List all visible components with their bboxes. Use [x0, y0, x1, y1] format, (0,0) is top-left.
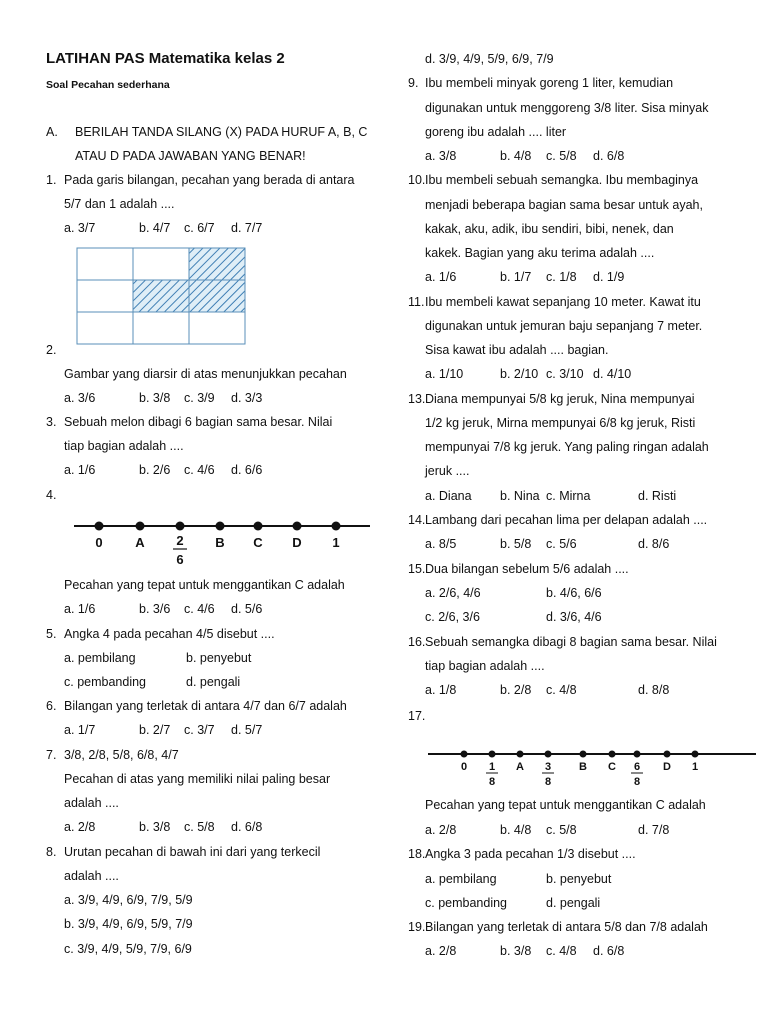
q1-options: [64, 220, 364, 236]
q15-option-d[interactable]: d. 3/6, 4/6: [546, 610, 602, 624]
q17-point: [580, 751, 587, 758]
q1-number: 1.: [46, 173, 57, 187]
q10-text-line2: menjadi beberapa bagian sama besar untuk ayah,: [425, 198, 703, 212]
q1-text-line1: Pada garis bilangan, pecahan yang berada di antara: [64, 173, 355, 187]
q4-number-line-figure: [74, 512, 374, 570]
q11-text-line3: Sisa kawat ibu adalah .... bagian.: [425, 343, 609, 357]
q15-option-a[interactable]: a. 2/6, 4/6: [425, 586, 481, 600]
q16-option-a[interactable]: a. 1/8: [425, 683, 457, 697]
q14-options: [425, 536, 745, 552]
q1-option-c[interactable]: c. 6/7: [184, 221, 215, 235]
q11-option-a[interactable]: a. 1/10: [425, 367, 464, 381]
q4-frac-numerator: 2: [176, 533, 184, 548]
q5-options-row1: [64, 650, 364, 666]
q4-options: [64, 601, 364, 617]
q8-option-a[interactable]: a. 3/9, 4/9, 6/9, 7/9, 5/9: [64, 893, 193, 907]
q17-frac1-numerator: 1: [488, 761, 496, 773]
q9-option-b[interactable]: b. 4/8: [500, 149, 532, 163]
q13-option-a[interactable]: a. Diana: [425, 489, 472, 503]
q4-point: [216, 522, 225, 531]
q13-options: [425, 488, 745, 504]
q9-text-line2: digunakan untuk menggoreng 3/8 liter. Sisa minyak: [425, 101, 709, 115]
q3-number: 3.: [46, 415, 57, 429]
q8-option-c[interactable]: c. 3/9, 4/9, 5/9, 7/9, 6/9: [64, 942, 192, 956]
q7-text-line3: adalah ....: [64, 796, 119, 810]
q15-option-c[interactable]: c. 2/6, 3/6: [425, 610, 480, 624]
q13-text-line2: 1/2 kg jeruk, Mirna mempunyai 6/8 kg jeruk, Risti: [425, 416, 696, 430]
q17-label-c: C: [608, 761, 616, 773]
q11-text-line2: digunakan untuk jemuran baju sepanjang 7 meter.: [425, 319, 703, 333]
q2-options: [64, 390, 364, 406]
q4-label-c: C: [253, 535, 263, 550]
q4-label-b: B: [215, 535, 225, 550]
q19-number: 19.: [408, 920, 426, 934]
section-a-line2: ATAU D PADA JAWABAN YANG BENAR!: [75, 149, 306, 163]
q4-frac-denominator: 6: [176, 552, 184, 567]
q17-label-d: D: [663, 761, 671, 773]
q7-option-d[interactable]: d. 6/8: [231, 820, 263, 834]
q3-option-d[interactable]: d. 6/6: [231, 463, 263, 477]
q3-options: [64, 462, 364, 478]
q2-shaded-cell: [133, 280, 189, 312]
q11-options: [425, 366, 745, 382]
section-a-marker: A.: [46, 125, 58, 139]
q18-option-a[interactable]: a. pembilang: [425, 872, 497, 886]
q18-options-row1: [425, 871, 745, 887]
q2-shaded-cell: [189, 280, 245, 312]
q17-option-d[interactable]: d. 7/8: [638, 823, 670, 837]
q7-option-b[interactable]: b. 3/8: [139, 820, 171, 834]
q17-text-line1: Pecahan yang tepat untuk menggantikan C adalah: [425, 798, 706, 812]
q7-option-a[interactable]: a. 2/8: [64, 820, 96, 834]
q7-options: [64, 819, 364, 835]
q2-option-c[interactable]: c. 3/9: [184, 391, 215, 405]
q18-option-b[interactable]: b. penyebut: [546, 872, 612, 886]
q14-option-c[interactable]: c. 5/6: [546, 537, 577, 551]
q5-option-d[interactable]: d. pengali: [186, 675, 241, 689]
q9-text-line3: goreng ibu adalah .... liter: [425, 125, 567, 139]
q4-label-a: A: [135, 535, 145, 550]
q14-option-a[interactable]: a. 8/5: [425, 537, 457, 551]
q2-option-d[interactable]: d. 3/3: [231, 391, 263, 405]
q8-option-b[interactable]: b. 3/9, 4/9, 6/9, 5/9, 7/9: [64, 917, 193, 931]
q6-number: 6.: [46, 699, 57, 713]
q1-text-line2: 5/7 dan 1 adalah ....: [64, 197, 175, 211]
q17-point: [545, 751, 552, 758]
q3-option-c[interactable]: c. 4/6: [184, 463, 215, 477]
q9-options: [425, 148, 745, 164]
q4-label-0: 0: [95, 535, 103, 550]
q17-label-a: A: [516, 761, 524, 773]
q16-option-c[interactable]: c. 4/8: [546, 683, 577, 697]
q17-point: [489, 751, 496, 758]
q17-options: [425, 822, 745, 838]
q15-option-b[interactable]: b. 4/6, 6/6: [546, 586, 602, 600]
q17-frac3-denominator: 8: [633, 776, 641, 788]
q6-option-a[interactable]: a. 1/7: [64, 723, 96, 737]
q17-option-c[interactable]: c. 5/8: [546, 823, 577, 837]
q6-options: [64, 722, 364, 738]
q19-option-c[interactable]: c. 4/8: [546, 944, 577, 958]
q5-number: 5.: [46, 627, 57, 641]
q17-point: [634, 751, 641, 758]
q7-number: 7.: [46, 748, 57, 762]
q17-label-0: 0: [460, 761, 468, 773]
q17-frac3-numerator: 6: [633, 761, 641, 773]
q17-option-a[interactable]: a. 2/8: [425, 823, 457, 837]
q13-number: 13.: [408, 392, 426, 406]
q3-option-a[interactable]: a. 1/6: [64, 463, 96, 477]
q10-options: [425, 269, 745, 285]
q14-option-b[interactable]: b. 5/8: [500, 537, 532, 551]
q4-option-b[interactable]: b. 3/6: [139, 602, 171, 616]
q6-option-d[interactable]: d. 5/7: [231, 723, 263, 737]
q4-point: [332, 522, 341, 531]
q5-option-b[interactable]: b. penyebut: [186, 651, 252, 665]
q19-options: [425, 943, 745, 959]
page-title: LATIHAN PAS Matematika kelas 2: [46, 50, 285, 67]
q4-text-line1: Pecahan yang tepat untuk menggantikan C adalah: [64, 578, 345, 592]
q1-option-d[interactable]: d. 7/7: [231, 221, 263, 235]
q15-options-row1: [425, 585, 745, 601]
q17-number-line-figure: [428, 742, 758, 790]
q16-text-line1: Sebuah semangka dibagi 8 bagian sama besar. Nilai: [425, 635, 717, 649]
q6-option-c[interactable]: c. 3/7: [184, 723, 215, 737]
q4-number: 4.: [46, 488, 57, 502]
q9-option-c[interactable]: c. 5/8: [546, 149, 577, 163]
q17-label-b: B: [579, 761, 587, 773]
q10-option-c[interactable]: c. 1/8: [546, 270, 577, 284]
q6-text-line1: Bilangan yang terletak di antara 4/7 dan 6/7 adalah: [64, 699, 347, 713]
q9-text-line1: Ibu membeli minyak goreng 1 liter, kemudian: [425, 76, 674, 90]
q13-option-d[interactable]: d. Risti: [638, 489, 677, 503]
q17-frac2-denominator: 8: [544, 776, 552, 788]
q15-text-line1: Dua bilangan sebelum 5/6 adalah ....: [425, 562, 629, 576]
q8-text-line2: adalah ....: [64, 869, 119, 883]
q8-number: 8.: [46, 845, 57, 859]
q10-text-line3: kakak, aku, adik, ibu sendiri, bibi, nenek, dan: [425, 222, 674, 236]
q17-point: [692, 751, 699, 758]
q19-text-line1: Bilangan yang terletak di antara 5/8 dan 7/8 adalah: [425, 920, 708, 934]
q4-option-c[interactable]: c. 4/6: [184, 602, 215, 616]
q4-point: [254, 522, 263, 531]
q16-number: 16.: [408, 635, 426, 649]
q5-text-line1: Angka 4 pada pecahan 4/5 disebut ....: [64, 627, 275, 641]
q1-option-b[interactable]: b. 4/7: [139, 221, 171, 235]
q10-text-line1: Ibu membeli sebuah semangka. Ibu membaginya: [425, 173, 699, 187]
q4-point: [176, 522, 185, 531]
q17-point: [461, 751, 468, 758]
q18-option-c[interactable]: c. pembanding: [425, 896, 508, 910]
q18-number: 18.: [408, 847, 426, 861]
q10-option-a[interactable]: a. 1/6: [425, 270, 457, 284]
q6-option-b[interactable]: b. 2/7: [139, 723, 171, 737]
q17-point: [517, 751, 524, 758]
section-a-line1: BERILAH TANDA SILANG (X) PADA HURUF A, B, C: [75, 125, 368, 139]
q4-label-1: 1: [332, 535, 340, 550]
q14-number: 14.: [408, 513, 426, 527]
q19-option-d[interactable]: d. 6/8: [593, 944, 625, 958]
q17-number: 17.: [408, 709, 426, 723]
q8-option-d[interactable]: d. 3/9, 4/9, 5/9, 6/9, 7/9: [425, 52, 554, 66]
q13-text-line4: jeruk ....: [425, 464, 470, 478]
q14-option-d[interactable]: d. 8/6: [638, 537, 670, 551]
q13-text-line1: Diana mempunyai 5/8 kg jeruk, Nina mempunyai: [425, 392, 695, 406]
q4-point: [293, 522, 302, 531]
q18-text-line1: Angka 3 pada pecahan 1/3 disebut ....: [425, 847, 636, 861]
q8-text-line1: Urutan pecahan di bawah ini dari yang terkecil: [64, 845, 321, 859]
q10-option-b[interactable]: b. 1/7: [500, 270, 532, 284]
q17-frac1-denominator: 8: [488, 776, 496, 788]
q3-text-line2: tiap bagian adalah ....: [64, 439, 184, 453]
q5-option-a[interactable]: a. pembilang: [64, 651, 136, 665]
q4-point: [95, 522, 104, 531]
q10-number: 10.: [408, 173, 426, 187]
q4-label-d: D: [292, 535, 302, 550]
q9-option-d[interactable]: d. 6/8: [593, 149, 625, 163]
q13-option-c[interactable]: c. Mirna: [546, 489, 591, 503]
q17-point: [664, 751, 671, 758]
q2-text-line1: Gambar yang diarsir di atas menunjukkan pecahan: [64, 367, 347, 381]
q16-option-d[interactable]: d. 8/8: [638, 683, 670, 697]
q16-options: [425, 682, 745, 698]
q16-text-line2: tiap bagian adalah ....: [425, 659, 545, 673]
q11-number: 11.: [408, 295, 425, 309]
q13-text-line3: mempunyai 7/8 kg jeruk. Yang paling ringan adalah: [425, 440, 709, 454]
q1-option-a[interactable]: a. 3/7: [64, 221, 96, 235]
q16-option-b[interactable]: b. 2/8: [500, 683, 532, 697]
q10-text-line4: kakek. Bagian yang aku terima adalah ....: [425, 246, 655, 260]
q3-option-b[interactable]: b. 2/6: [139, 463, 171, 477]
q3-text-line1: Sebuah melon dibagi 6 bagian sama besar. Nilai: [64, 415, 333, 429]
q17-label-1: 1: [691, 761, 699, 773]
q4-option-d[interactable]: d. 5/6: [231, 602, 263, 616]
q18-option-d[interactable]: d. pengali: [546, 896, 601, 910]
q13-option-b[interactable]: b. Nina: [500, 489, 540, 503]
q11-option-c[interactable]: c. 3/10: [546, 367, 584, 381]
q17-frac2-numerator: 3: [544, 761, 552, 773]
q5-options-row2: [64, 674, 364, 690]
q19-option-a[interactable]: a. 2/8: [425, 944, 457, 958]
q2-option-b[interactable]: b. 3/8: [139, 391, 171, 405]
q15-options-row2: [425, 609, 745, 625]
q2-option-a[interactable]: a. 3/6: [64, 391, 96, 405]
q7-option-c[interactable]: c. 5/8: [184, 820, 215, 834]
q2-number: 2.: [46, 343, 57, 357]
q10-option-d[interactable]: d. 1/9: [593, 270, 625, 284]
q18-options-row2: [425, 895, 745, 911]
q4-point: [136, 522, 145, 531]
q9-number: 9.: [408, 76, 419, 90]
q15-number: 15.: [408, 562, 426, 576]
q2-shaded-cell: [189, 248, 245, 280]
page-subtitle: Soal Pecahan sederhana: [46, 79, 170, 91]
q11-option-b[interactable]: b. 2/10: [500, 367, 539, 381]
q7-text-line2: Pecahan di atas yang memiliki nilai paling besar: [64, 772, 331, 786]
q2-shaded-grid-figure: [76, 247, 246, 345]
q17-option-b[interactable]: b. 4/8: [500, 823, 532, 837]
q19-option-b[interactable]: b. 3/8: [500, 944, 532, 958]
q11-option-d[interactable]: d. 4/10: [593, 367, 632, 381]
q5-option-c[interactable]: c. pembanding: [64, 675, 147, 689]
q17-point: [609, 751, 616, 758]
q7-text-line1: 3/8, 2/8, 5/8, 6/8, 4/7: [64, 748, 179, 762]
q9-option-a[interactable]: a. 3/8: [425, 149, 457, 163]
q4-option-a[interactable]: a. 1/6: [64, 602, 96, 616]
q11-text-line1: Ibu membeli kawat sepanjang 10 meter. Kawat itu: [425, 295, 701, 309]
q14-text-line1: Lambang dari pecahan lima per delapan adalah ....: [425, 513, 708, 527]
